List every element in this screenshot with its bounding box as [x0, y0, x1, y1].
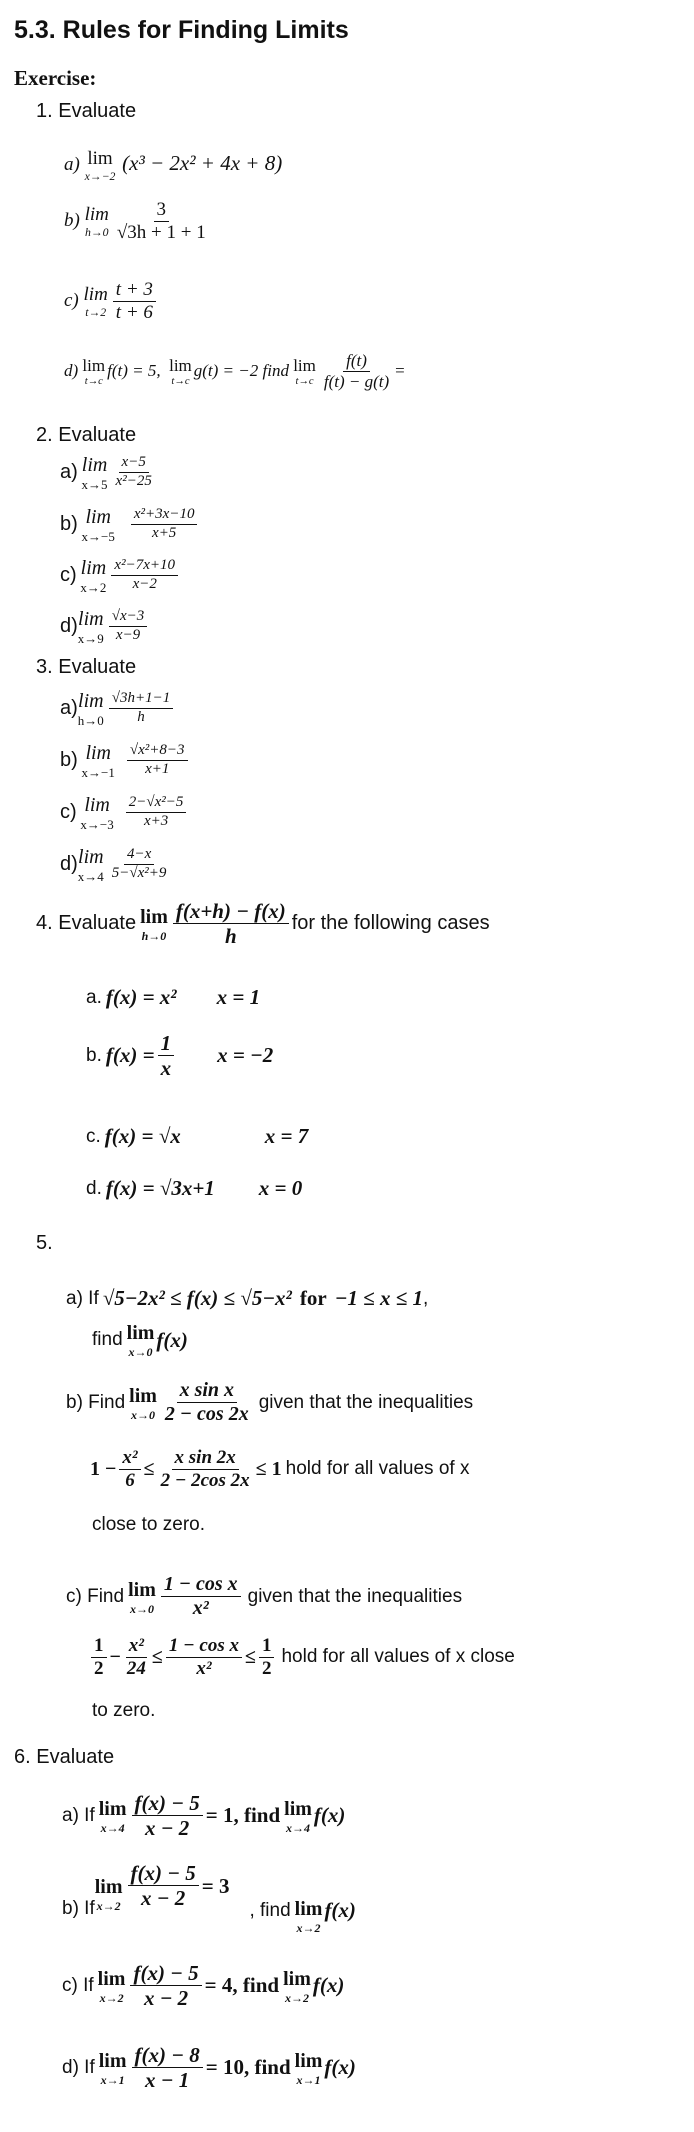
- q5c-tozero: to zero.: [92, 1700, 156, 1721]
- q5c-le2: ≤: [244, 1645, 256, 1668]
- lim-text: lim: [84, 204, 109, 226]
- q5a-range: −1 ≤ x ≤ 1: [334, 1286, 423, 1310]
- q3b-den: x+1: [145, 761, 170, 777]
- q5c-f4-num: 1: [259, 1636, 275, 1658]
- q6b-fx: f(x): [324, 1898, 356, 1922]
- q3b-letter: b): [60, 749, 78, 771]
- q5c-minus: −: [109, 1645, 121, 1668]
- q5b-ineq-num: x²: [119, 1448, 140, 1470]
- q6b-prefix: b) If: [62, 1898, 95, 1919]
- q5b-ineq-den2: 2 − 2cos 2x: [160, 1469, 250, 1491]
- q4c-label: c.: [86, 1125, 101, 1147]
- q5a-fx: f(x): [156, 1327, 188, 1352]
- lim-sub: h→0: [77, 713, 104, 728]
- lim-text: lim: [129, 1384, 157, 1407]
- lim-sub: t→2: [85, 306, 107, 320]
- lim-sub: x→2: [296, 1921, 321, 1935]
- q2a-letter: a): [60, 461, 78, 483]
- q5c-f2-den: 24: [126, 1657, 146, 1679]
- q6b-num: f(x) − 5: [128, 1862, 199, 1886]
- q5a-ineq: √5−2x² ≤ f(x) ≤ √5−x²: [102, 1286, 292, 1310]
- q5-label: 5.: [36, 1232, 53, 1254]
- q4d-func: f(x) = √3x+1: [105, 1176, 215, 1200]
- q5a-find: find: [92, 1329, 123, 1350]
- q5b-given: given that the inequalities: [258, 1391, 474, 1413]
- q3d-letter: d): [60, 853, 78, 875]
- lim-sub: x→2: [99, 1990, 124, 2005]
- q3d-den: 5−√x²+9: [111, 865, 167, 881]
- q5a-if: a) If: [66, 1287, 99, 1309]
- lim-text: lim: [97, 1967, 126, 1990]
- lim-sub: x→2: [96, 1899, 121, 1913]
- q2d-num: √x−3: [109, 609, 148, 627]
- lim-sub: x→−3: [80, 817, 114, 832]
- q1d-num: f(t): [343, 352, 370, 372]
- q6-label: 6. Evaluate: [14, 1746, 115, 1768]
- q4-header: [36, 900, 490, 947]
- q4-case-b: [86, 1032, 273, 1079]
- q3-label: 3. Evaluate: [36, 656, 137, 678]
- lim-text: lim: [128, 1578, 156, 1601]
- q4a-point: x = 1: [216, 985, 261, 1009]
- q3d-num: 4−x: [124, 847, 154, 865]
- q2d-den: x−9: [115, 627, 141, 643]
- lim-sub: t→c: [84, 375, 103, 387]
- lim-text: lim: [98, 2049, 127, 2072]
- lim-sub: x→5: [81, 477, 108, 492]
- q1b-letter: b): [64, 210, 80, 232]
- q4-case-c: [86, 1124, 308, 1149]
- lim-sub: x→4: [77, 869, 104, 884]
- q6b-den: x − 2: [141, 1886, 186, 1911]
- q2-label: 2. Evaluate: [36, 424, 137, 446]
- q5c-find: c) Find: [66, 1585, 125, 1607]
- lim-text: lim: [140, 905, 168, 928]
- q3c-num: 2−√x²−5: [126, 795, 187, 813]
- lim-text: lim: [85, 742, 111, 764]
- q5c-given: given that the inequalities: [247, 1585, 463, 1607]
- exercise-label: Exercise:: [14, 66, 97, 90]
- q6b-eq: = 3: [201, 1874, 230, 1898]
- q1c-num: t + 3: [113, 280, 156, 302]
- lim-text: lim: [83, 284, 108, 306]
- q5c-f1-den: 2: [94, 1657, 104, 1679]
- q2b-den: x+5: [152, 525, 177, 541]
- q4a-func: f(x) = x²: [105, 985, 177, 1009]
- lim-text: lim: [94, 1876, 123, 1898]
- q5c-f4-den: 2: [261, 1657, 272, 1679]
- q5b-ineq-num2: x sin 2x: [172, 1448, 239, 1470]
- q5b-line1: [66, 1380, 473, 1425]
- q5b-line2: [90, 1448, 469, 1491]
- q1b: [64, 200, 212, 243]
- lim-text: lim: [294, 2049, 323, 2072]
- q4d-label: d.: [86, 1177, 102, 1199]
- q1b-den: √3h + 1 + 1: [116, 221, 206, 243]
- lim-text: lim: [80, 557, 107, 579]
- q2c: [60, 557, 181, 594]
- lim-text: lim: [126, 1322, 155, 1344]
- lim-sub: x→1: [100, 2072, 125, 2087]
- q2b: [60, 506, 200, 543]
- q5c-f2-num: x²: [126, 1636, 147, 1658]
- q1a-letter: a): [64, 153, 80, 175]
- q3a-num: √3h+1−1: [109, 691, 173, 709]
- q4-den: h: [224, 924, 237, 949]
- q3d: [60, 846, 172, 883]
- lim-sub: x→4: [286, 1820, 311, 1835]
- lim-text: lim: [82, 355, 106, 375]
- q2b-num: x²+3x−10: [131, 507, 198, 525]
- page-title: 5.3. Rules for Finding Limits: [14, 16, 349, 44]
- q5a-for: for: [299, 1286, 327, 1310]
- q1d-den: f(t) − g(t): [323, 371, 390, 391]
- q1c: [64, 280, 159, 323]
- q2a-num: x−5: [119, 455, 149, 473]
- q6b-find: , find: [249, 1900, 291, 1921]
- q6c-num: f(x) − 5: [130, 1962, 201, 1986]
- lim-sub: h→0: [84, 226, 109, 240]
- q5b-find: b) Find: [66, 1391, 126, 1413]
- lim-sub: x→9: [77, 631, 104, 646]
- q4a-label: a.: [86, 986, 102, 1008]
- lim-sub: x→0: [131, 1407, 156, 1422]
- lim-text: lim: [84, 794, 110, 816]
- q6a-prefix: a) If: [62, 1804, 95, 1826]
- q6a: [62, 1792, 345, 1839]
- q2a: [60, 454, 158, 491]
- q4-case-d: [86, 1176, 302, 1201]
- lim-sub: x→4: [100, 1820, 125, 1835]
- q1d-eq: =: [395, 361, 405, 381]
- q4-suffix: for the following cases: [291, 912, 490, 935]
- lim-text: lim: [98, 1797, 127, 1820]
- q5c-f1-num: 1: [91, 1636, 107, 1658]
- lim-sub: x→−2: [84, 170, 116, 183]
- q5a-comma: ,: [422, 1287, 429, 1309]
- q1b-num: 3: [154, 200, 170, 222]
- q5c-line1: [66, 1574, 462, 1619]
- q6a-eq: = 1, find: [205, 1803, 281, 1828]
- lim-sub: x→−1: [81, 765, 115, 780]
- q6a-fx: f(x): [313, 1803, 346, 1828]
- q5c-line2: [88, 1636, 515, 1679]
- lim-sub: x→0: [128, 1345, 153, 1359]
- q5c-den: x²: [192, 1597, 209, 1619]
- lim-text: lim: [283, 1967, 311, 1990]
- q3c: [60, 794, 189, 831]
- q3a-letter: a): [60, 697, 78, 719]
- q6c-eq: = 4, find: [204, 1973, 280, 1998]
- q6c-fx: f(x): [312, 1973, 345, 1998]
- q1a: [64, 148, 282, 183]
- q4c-point: x = 7: [264, 1124, 309, 1148]
- q4b-den: x: [160, 1056, 172, 1081]
- lim-sub: x→0: [129, 1601, 154, 1616]
- q3a-den: h: [137, 709, 145, 725]
- q5c-num: 1 − cos x: [161, 1574, 241, 1597]
- q4c-func: f(x) = √x: [104, 1124, 181, 1148]
- q1c-letter: c): [64, 290, 79, 312]
- q3b-num: √x²+8−3: [127, 743, 188, 761]
- lim-text: lim: [87, 148, 113, 169]
- q5b-hold: hold for all values of x: [285, 1458, 470, 1480]
- q2c-num: x²−7x+10: [111, 558, 178, 576]
- q6c-den: x − 2: [143, 1986, 189, 2011]
- q1d: [64, 352, 405, 391]
- q3b: [60, 742, 191, 779]
- q6d-prefix: d) If: [62, 2056, 95, 2078]
- q5b-close: close to zero.: [92, 1514, 205, 1535]
- lim-text: lim: [293, 355, 316, 375]
- lim-text: lim: [284, 1797, 312, 1820]
- lim-text: lim: [294, 1898, 323, 1920]
- q5b-ineq-den: 6: [125, 1469, 135, 1491]
- q5b-le: ≤: [143, 1457, 155, 1480]
- lim-text: lim: [78, 608, 104, 630]
- lim-sub: t→c: [295, 375, 314, 387]
- q5b-right: ≤ 1: [255, 1457, 282, 1480]
- q2b-letter: b): [60, 513, 78, 535]
- q6a-den: x − 2: [145, 1816, 190, 1841]
- lim-text: lim: [169, 355, 192, 375]
- q5c-f3-num: 1 − cos x: [166, 1636, 242, 1658]
- q3c-letter: c): [60, 801, 77, 823]
- q1d-letter: d): [64, 361, 79, 381]
- q3c-den: x+3: [143, 813, 169, 829]
- q6b: [62, 1862, 356, 1934]
- q2d-letter: d): [60, 615, 78, 637]
- q5a-line1: [66, 1286, 428, 1311]
- q4d-point: x = 0: [258, 1176, 303, 1200]
- q4b-point: x = −2: [217, 1043, 274, 1068]
- lim-text: lim: [85, 506, 111, 528]
- lim-sub: x→1: [296, 2072, 321, 2087]
- q2c-den: x−2: [132, 576, 157, 592]
- q4-label: 4. Evaluate: [36, 912, 137, 935]
- lim-sub: x→2: [80, 580, 107, 595]
- lim-text: lim: [81, 454, 108, 476]
- q6d-num: f(x) − 8: [132, 2044, 203, 2068]
- q6d-fx: f(x): [324, 2055, 356, 2080]
- q2c-letter: c): [60, 564, 77, 586]
- q1d-given2: g(t) = −2 find: [193, 361, 289, 381]
- q6d: [62, 2044, 356, 2091]
- q1a-expr: (x³ − 2x² + 4x + 8): [122, 150, 283, 175]
- q4b-func: f(x) =: [105, 1043, 155, 1068]
- q5a-line2: [92, 1322, 188, 1358]
- lim-text: lim: [78, 846, 104, 868]
- lim-sub: t→c: [171, 375, 190, 387]
- q6d-eq: = 10, find: [205, 2055, 291, 2080]
- q3a: [60, 690, 176, 727]
- q5b-left: 1 −: [90, 1457, 117, 1480]
- lim-sub: x→−5: [81, 529, 115, 544]
- q6c-prefix: c) If: [62, 1974, 94, 1996]
- q6a-num: f(x) − 5: [132, 1792, 203, 1816]
- q2a-den: x²−25: [115, 473, 152, 489]
- q5c-hold: hold for all values of x close: [281, 1646, 515, 1668]
- lim-text: lim: [78, 690, 104, 712]
- q5c-f3-den: x²: [196, 1657, 212, 1679]
- q1-label: 1. Evaluate: [36, 100, 137, 122]
- q6d-den: x − 1: [145, 2068, 190, 2093]
- q5b-den: 2 − cos 2x: [164, 1403, 249, 1425]
- q4b-num: 1: [158, 1032, 175, 1056]
- q1c-den: t + 6: [115, 301, 153, 323]
- q2d: [60, 608, 150, 645]
- lim-sub: h→0: [141, 928, 167, 943]
- q5b-num: x sin x: [177, 1380, 237, 1403]
- lim-sub: x→2: [284, 1990, 309, 2005]
- q5c-le: ≤: [151, 1645, 163, 1668]
- q4-num: f(x+h) − f(x): [173, 900, 289, 924]
- q4b-label: b.: [86, 1044, 102, 1066]
- q6c: [62, 1962, 344, 2009]
- q1d-given1: f(t) = 5,: [107, 361, 161, 381]
- q4-case-a: [86, 985, 260, 1010]
